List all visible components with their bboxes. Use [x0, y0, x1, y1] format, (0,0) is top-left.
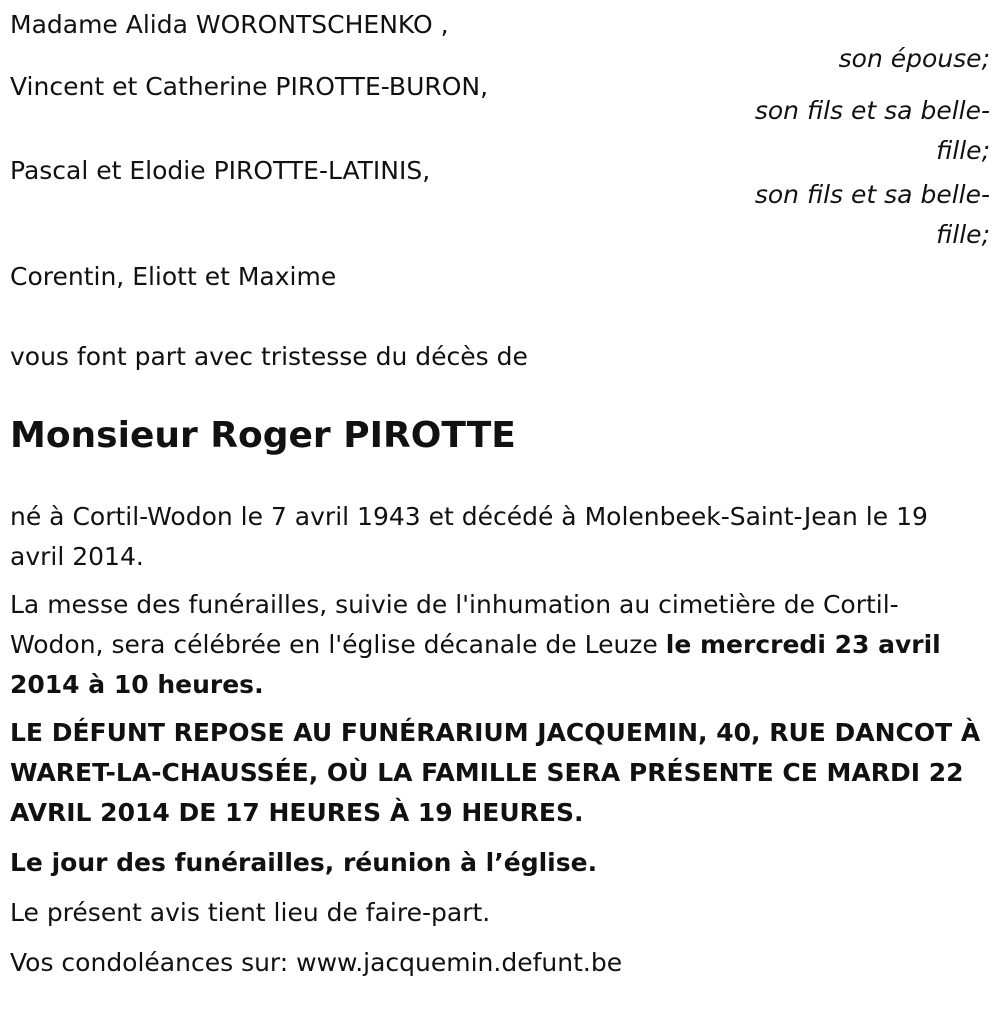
family-member-role-line2: fille;: [936, 136, 990, 165]
condolences-text: Vos condoléances sur: www.jacquemin.defunt.be: [10, 948, 623, 977]
family-entry-son-2: [10, 151, 990, 255]
family-member-name: Corentin, Eliott et Maxime: [10, 262, 337, 291]
intro-text: vous font part avec tristesse du décès de: [10, 342, 528, 371]
family-member-role-line1: son fils et sa belle-: [754, 180, 990, 209]
family-member-role: son épouse;: [838, 44, 990, 73]
meeting-text: Le jour des funérailles, réunion à l’église.: [10, 848, 598, 877]
family-member-name: Pascal et Elodie PIROTTE-LATINIS,: [10, 156, 431, 185]
family-member-role-line2: fille;: [936, 220, 990, 249]
funeral-paragraph: [10, 585, 990, 705]
notice-text: Le présent avis tient lieu de faire-part.: [10, 898, 491, 927]
obituary-notice: [10, 5, 990, 983]
family-member-name: Vincent et Catherine PIROTTE-BURON,: [10, 72, 489, 101]
birth-death-text: né à Cortil-Wodon le 7 avril 1943 et décédé à Molenbeek-Saint-Jean le 19 avril 2014.: [10, 502, 928, 571]
deceased-name: Monsieur Roger PIROTTE: [10, 415, 516, 456]
family-member-name: Madame Alida WORONTSCHENKO ,: [10, 10, 449, 39]
family-entry-grandchildren: [10, 257, 990, 297]
family-member-role-line1: son fils et sa belle-: [754, 96, 990, 125]
funeral-date: le mercredi 23 avril 2014 à 10 heures.: [10, 630, 941, 699]
visitation-text: LE DÉFUNT REPOSE AU FUNÉRARIUM JACQUEMIN, 40, RUE DANCOT À WARET-LA-CHAUSSÉE, OÙ LA FAMILLE SERA PRÉSENTE CE MARDI 22 AVRIL 2014 DE 17 HEURES À 19 HEURES.: [10, 718, 981, 827]
funeral-text: La messe des funérailles, suivie de l'inhumation au cimetière de Cortil-Wodon, sera célébrée en l'église décanale de Leuze: [10, 590, 899, 659]
